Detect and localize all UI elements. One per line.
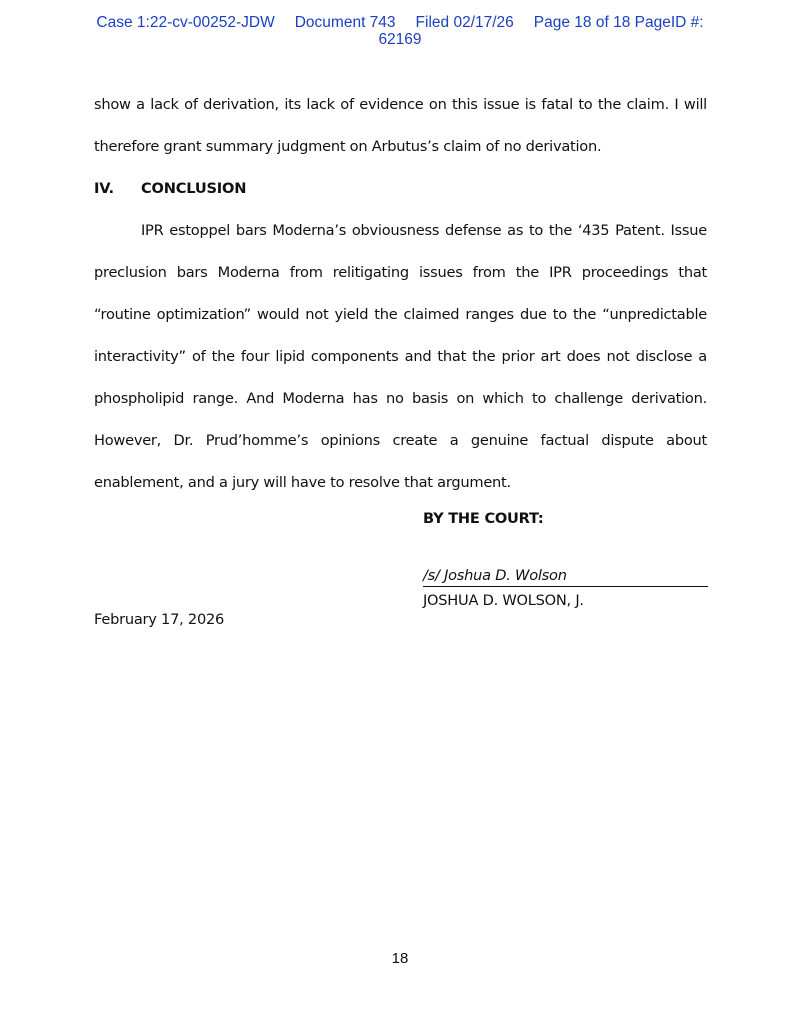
- order-date: February 17, 2026: [94, 611, 225, 628]
- page-info: Page 18 of 18 PageID #:: [533, 14, 704, 31]
- section-heading: [94, 176, 246, 202]
- document-number: Document 743: [294, 14, 396, 31]
- judge-name: JOSHUA D. WOLSON, J.: [423, 592, 584, 609]
- filed-date: Filed 02/17/26: [415, 14, 514, 31]
- filing-header-line-1: [0, 14, 800, 31]
- court-label: BY THE COURT:: [423, 510, 544, 527]
- filing-header: [0, 14, 800, 48]
- opening-paragraph: show a lack of derivation, its lack of evidence on this issue is fatal to the claim. I will therefore grant summary judgment on Arbutus’s claim of no derivation.: [94, 96, 707, 155]
- judge-signature: /s/ Joshua D. Wolson: [423, 565, 708, 587]
- page-number: 18: [391, 950, 409, 967]
- section-number: IV.: [94, 180, 114, 197]
- conclusion-paragraph-block: [94, 210, 707, 504]
- page-id: 62169: [378, 31, 422, 48]
- opening-paragraph-block: [94, 84, 707, 168]
- case-number: Case 1:22-cv-00252-JDW: [96, 14, 275, 31]
- section-title: CONCLUSION: [141, 180, 247, 197]
- conclusion-paragraph: IPR estoppel bars Moderna’s obviousness defense as to the ‘435 Patent. Issue preclusion bars Moderna from relitigating issues from the IPR proceedings that “routine optimization” would not yield the claimed ranges due to the “unpredictable interactivity” of the four lipid components and that the prior art does not disclose a phospholipid range. And Moderna has no basis on which to challenge derivation. However, Dr. Prud’homme’s opinions create a genuine factual dispute about enablement, and a jury will have to resolve that argument.: [94, 222, 707, 491]
